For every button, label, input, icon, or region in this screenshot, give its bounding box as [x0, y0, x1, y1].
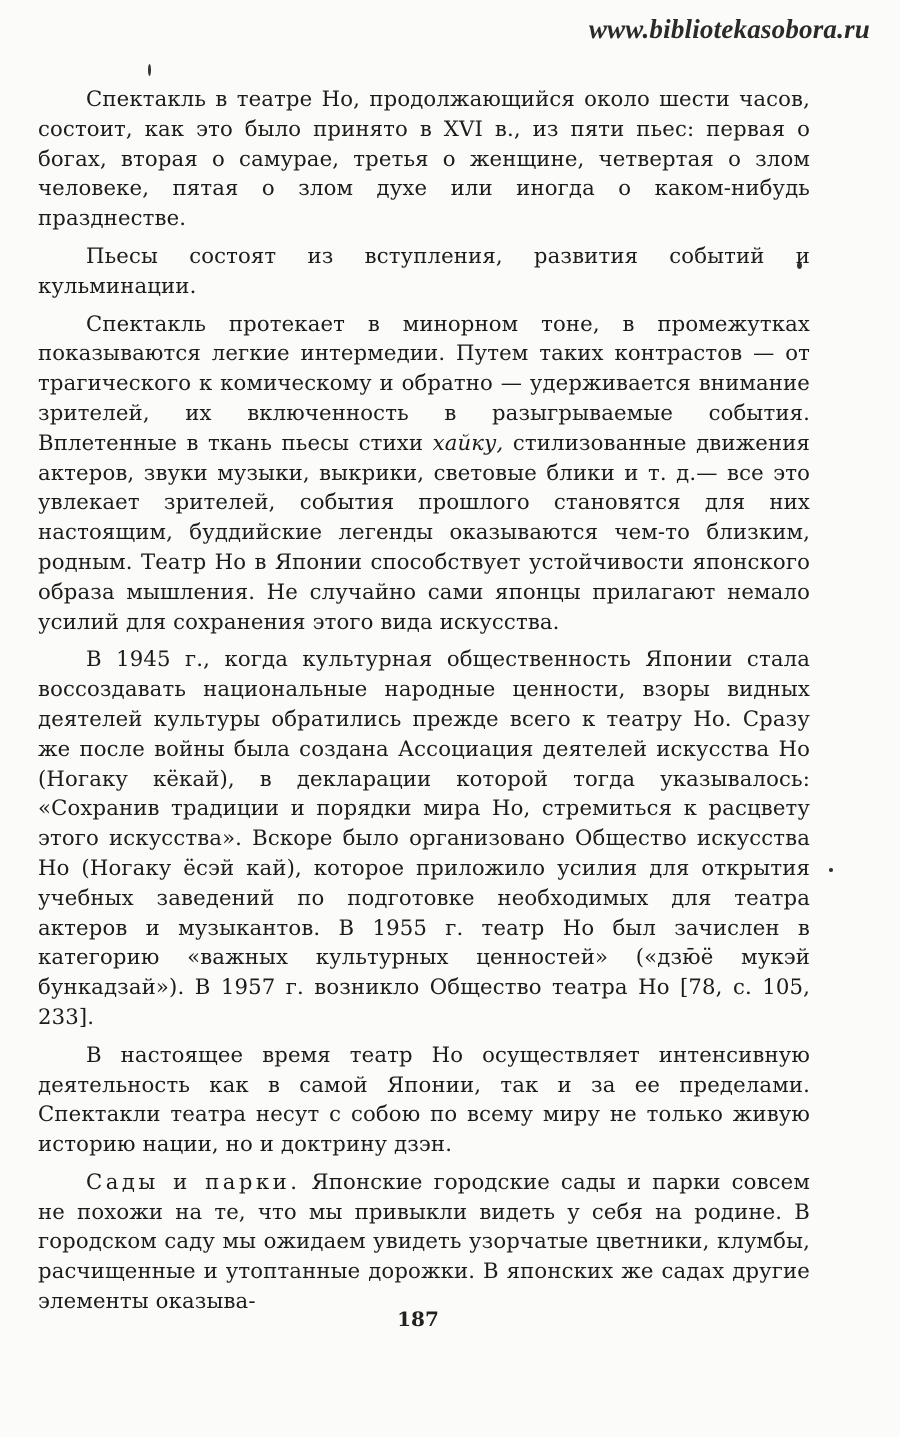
- print-speck: [829, 868, 833, 872]
- paragraph-text: Японские городские сады и парки совсем не похожи на те, что мы привыкли видеть у себя на родине. В городском саду мы ожидаем увидеть узорчатые цветники, клумбы, расчищенные и утоптанные дорожки. В японских же садах другие элементы оказыва-: [38, 1168, 810, 1314]
- paragraph-plays-structure: Пьесы состоят из вступления, развития событий и кульминации.: [38, 242, 810, 298]
- paragraph-minor-tone: [38, 309, 810, 637]
- print-speck: [148, 64, 151, 76]
- paragraph-1945: В 1945 г., когда культурная общественность Японии стала воссоздавать национальные народные ценности, взоры видных деятелей культуры обратились прежде всего к театру Но. Сразу же после войны была создана Ассоциация деятелей искусства Но (Ногаку кёкай), в декларации которой тогда указывалось: «Сохранив традиции и порядки мира Но, стремиться к расцвету этого искусства». Вскоре было организовано Общество искусства Но (Ногаку ёсэй кай), которое приложило усилия для открытия учебных заведений по подготовке необходимых для театра актеров и музыкантов. В 1955 г. театр Но был зачислен в категорию «важных культурных ценностей» («дзю̄ё мукэй бункадзай»). В 1957 г. возникло Общество театра Но [78, с. 105, 233].: [38, 646, 810, 1029]
- paragraph-gardens: [38, 1167, 810, 1316]
- paragraph-text: стилизованные движения актеров, звуки музыки, выкрики, световые блики и т. д.— все это увлекает зрителей, события прошлого становятся для них настоящим, буддийские легенды оказываются чем-то близким, родным. Театр Но в Японии способствует устойчивости японского образа мышления. Не случайно сами японцы прилагают немало усилий для сохранения этого вида искусства.: [38, 429, 810, 634]
- site-watermark: www.bibliotekasobora.ru: [588, 14, 870, 44]
- page-number: 187: [397, 1307, 439, 1331]
- paragraph-noh-performance: Спектакль в театре Но, продолжающийся около шести часов, состоит, как это было принято в XVI в., из пяти пьес: первая о богах, вторая о самурае, третья о женщине, четвертая о злом человеке, пятая о злом духе или иногда о каком-нибудь празднестве.: [38, 86, 810, 231]
- paragraph-text: Спектакль протекает в минорном тоне, в промежутках показываются легкие интермедии. Путем таких контрастов — от трагического к комическому и обратно — удерживается внимание зрителей, их включенность в разыгрываемые события. Вплетенные в ткань пьесы стихи: [38, 310, 810, 455]
- main-text: [38, 84, 810, 1324]
- section-heading-gardens: Сады и парки.: [86, 1168, 301, 1194]
- italic-term-haiku: хайку,: [432, 429, 504, 455]
- paragraph-present-time: В настоящее время театр Но осуществляет интенсивную деятельность как в самой Японии, так и за ее пределами. Спектакли театра несут с собою по всему миру не только живую историю нации, но и доктрину дзэн.: [38, 1041, 810, 1157]
